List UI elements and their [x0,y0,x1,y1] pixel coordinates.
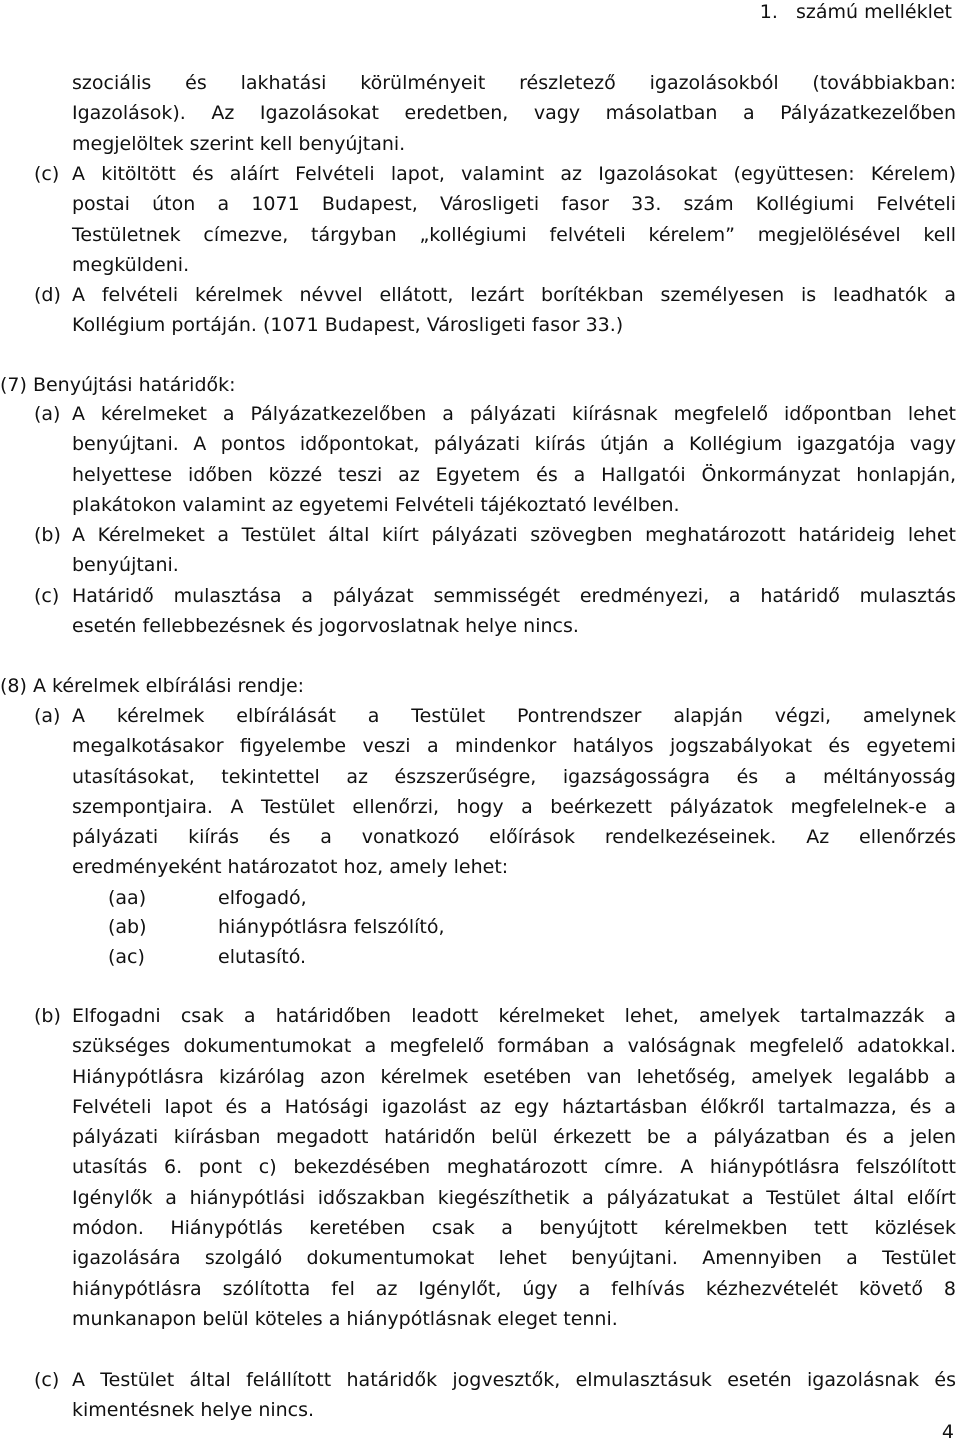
text-line: benyújtani. [72,554,179,577]
text-line: A kérelmeket a Pályázatkezelőben a pályázati kiírásnak megfelelő időpontban lehet [72,403,956,425]
sub-item-aa [0,883,960,913]
text-line: esetén fellebbezésnek és jogorvoslatnak helye nincs. [72,615,579,638]
text-line: Hiánypótlásra kizárólag azon kérelmek esetében van lehetőség, amelyek legalább a [72,1065,956,1088]
text-line: megalkotásakor figyelembe veszi a mindenkor hatályos jogszabályokat és egyetemi [72,735,956,758]
text-line: A kérelmek elbírálását a Testület Pontrendszer alapján végzi, amelynek [72,705,956,727]
text-line: A Testület által felállított határidők jogvesztők, elmulasztásuk esetén igazolásnak és [72,1369,956,1391]
text-line: A felvételi kérelmek névvel ellátott, lezárt borítékban személyesen is leadhatók a [72,284,956,306]
annex-label: 1. számú melléklet [759,1,952,23]
item-marker: (d) [34,284,61,306]
text-line: benyújtani. A pontos időpontokat, pályázati kiírás útján a Kollégium igazgatója vagy [72,433,956,456]
text-line: A kitöltött és aláírt Felvételi lapot, valamint az Igazolásokat (együttesen: Kérelem) [72,163,956,185]
text-line: kimentésnek helye nincs. [72,1399,315,1422]
text-line: módon. Hiánypótlás keretében csak a benyújtott kérelmekben tett közlések [72,1217,956,1240]
text-line: szükséges dokumentumokat a megfelelő formában a valóságnak megfelelő adatokkal. [72,1035,956,1058]
text-line: utasítás 6. pont c) bekezdésében meghatározott címre. A hiánypótlásra felszólított [72,1156,956,1179]
text-line: helyettese időben közzé teszi az Egyetem és a Hallgatói Önkormányzat honlapján, [72,463,956,486]
text-line: eredményeként határozatot hoz, amely lehet: [72,856,509,879]
text-line: postai úton a 1071 Budapest, Városligeti fasor 33. szám Kollégiumi Felvételi [72,193,956,216]
section-heading-8: (8) A kérelmek elbírálási rendje: [0,675,305,697]
text-line: pályázati kiírás és a vonatkozó előírások rendelkezéseinek. Az ellenőrzés [72,826,956,849]
text-line: Kollégium portáján. (1071 Budapest, Városligeti fasor 33.) [72,314,624,337]
text-line: szociális és lakhatási körülményeit részletező igazolásokból (továbbiakban: [72,72,956,94]
item-marker: (c) [34,1369,60,1391]
sub-item-ab [0,912,960,942]
text-line: utasításokat, tekintettel az észszerűségre, igazságosságra és a méltányosság [72,765,956,788]
text-line: hiánypótlásra szólította fel az Igénylőt, úgy a felhívás kézhezvételét követő 8 [72,1277,956,1300]
text-line: A Kérelmeket a Testület által kiírt pályázati szövegben meghatározott határideig lehet [72,524,956,546]
text-line: pályázati kiírásban megadott határidőn belül érkezett be a pályázatban és a jelen [72,1126,956,1149]
sub-item-marker: (ab) [108,916,147,938]
text-line: Igazolások). Az Igazolásokat eredetben, vagy másolatban a Pályázatkezelőben [72,102,956,125]
text-line: plakátokon valamint az egyetemi Felvételi tájékoztató levélben. [72,493,680,516]
text-line: igazolására szolgáló dokumentumokat lehet benyújtani. Amennyiben a Testület [72,1247,956,1270]
text-line: Testületnek címezve, tárgyban „kollégiumi felvételi kérelem” megjelölésével kell [72,223,956,246]
item-marker: (b) [34,524,61,546]
text-line: Igénylők a hiánypótlási időszakban kiegészíthetik a pályázatukat a Testület által előírt [72,1186,956,1209]
item-marker: (a) [34,705,61,727]
text-line: Elfogadni csak a határidőben leadott kérelmeket lehet, amelyek tartalmazzák a [72,1005,956,1027]
page-number: 4 [941,1421,954,1443]
text-line: megküldeni. [72,253,190,276]
section-heading-7: (7) Benyújtási határidők: [0,374,236,396]
sub-item-text: hiánypótlásra felszólító, [218,916,445,938]
text-line: munkanapon belül köteles a hiánypótlásnak eleget tenni. [72,1307,618,1330]
item-marker: (a) [34,403,61,425]
text-line: Határidő mulasztása a pályázat semmisségét eredményezi, a határidő mulasztás [72,585,956,607]
sub-item-text: elfogadó, [218,887,307,909]
item-marker: (b) [34,1005,61,1027]
text-line: megjelöltek szerint kell benyújtani. [72,132,406,155]
text-line: szempontjaira. A Testület ellenőrzi, hogy a beérkezett pályázatok megfelelnek-e a [72,795,956,818]
sub-item-marker: (aa) [108,887,147,909]
item-marker: (c) [34,585,60,607]
text-line: Felvételi lapot és a Hatósági igazolást az egy háztartásban élőkről tartalmazza, és a [72,1095,956,1118]
sub-item-marker: (ac) [108,946,145,968]
sub-item-text: elutasító. [218,946,307,968]
sub-item-ac [0,942,960,972]
item-marker: (c) [34,163,60,185]
